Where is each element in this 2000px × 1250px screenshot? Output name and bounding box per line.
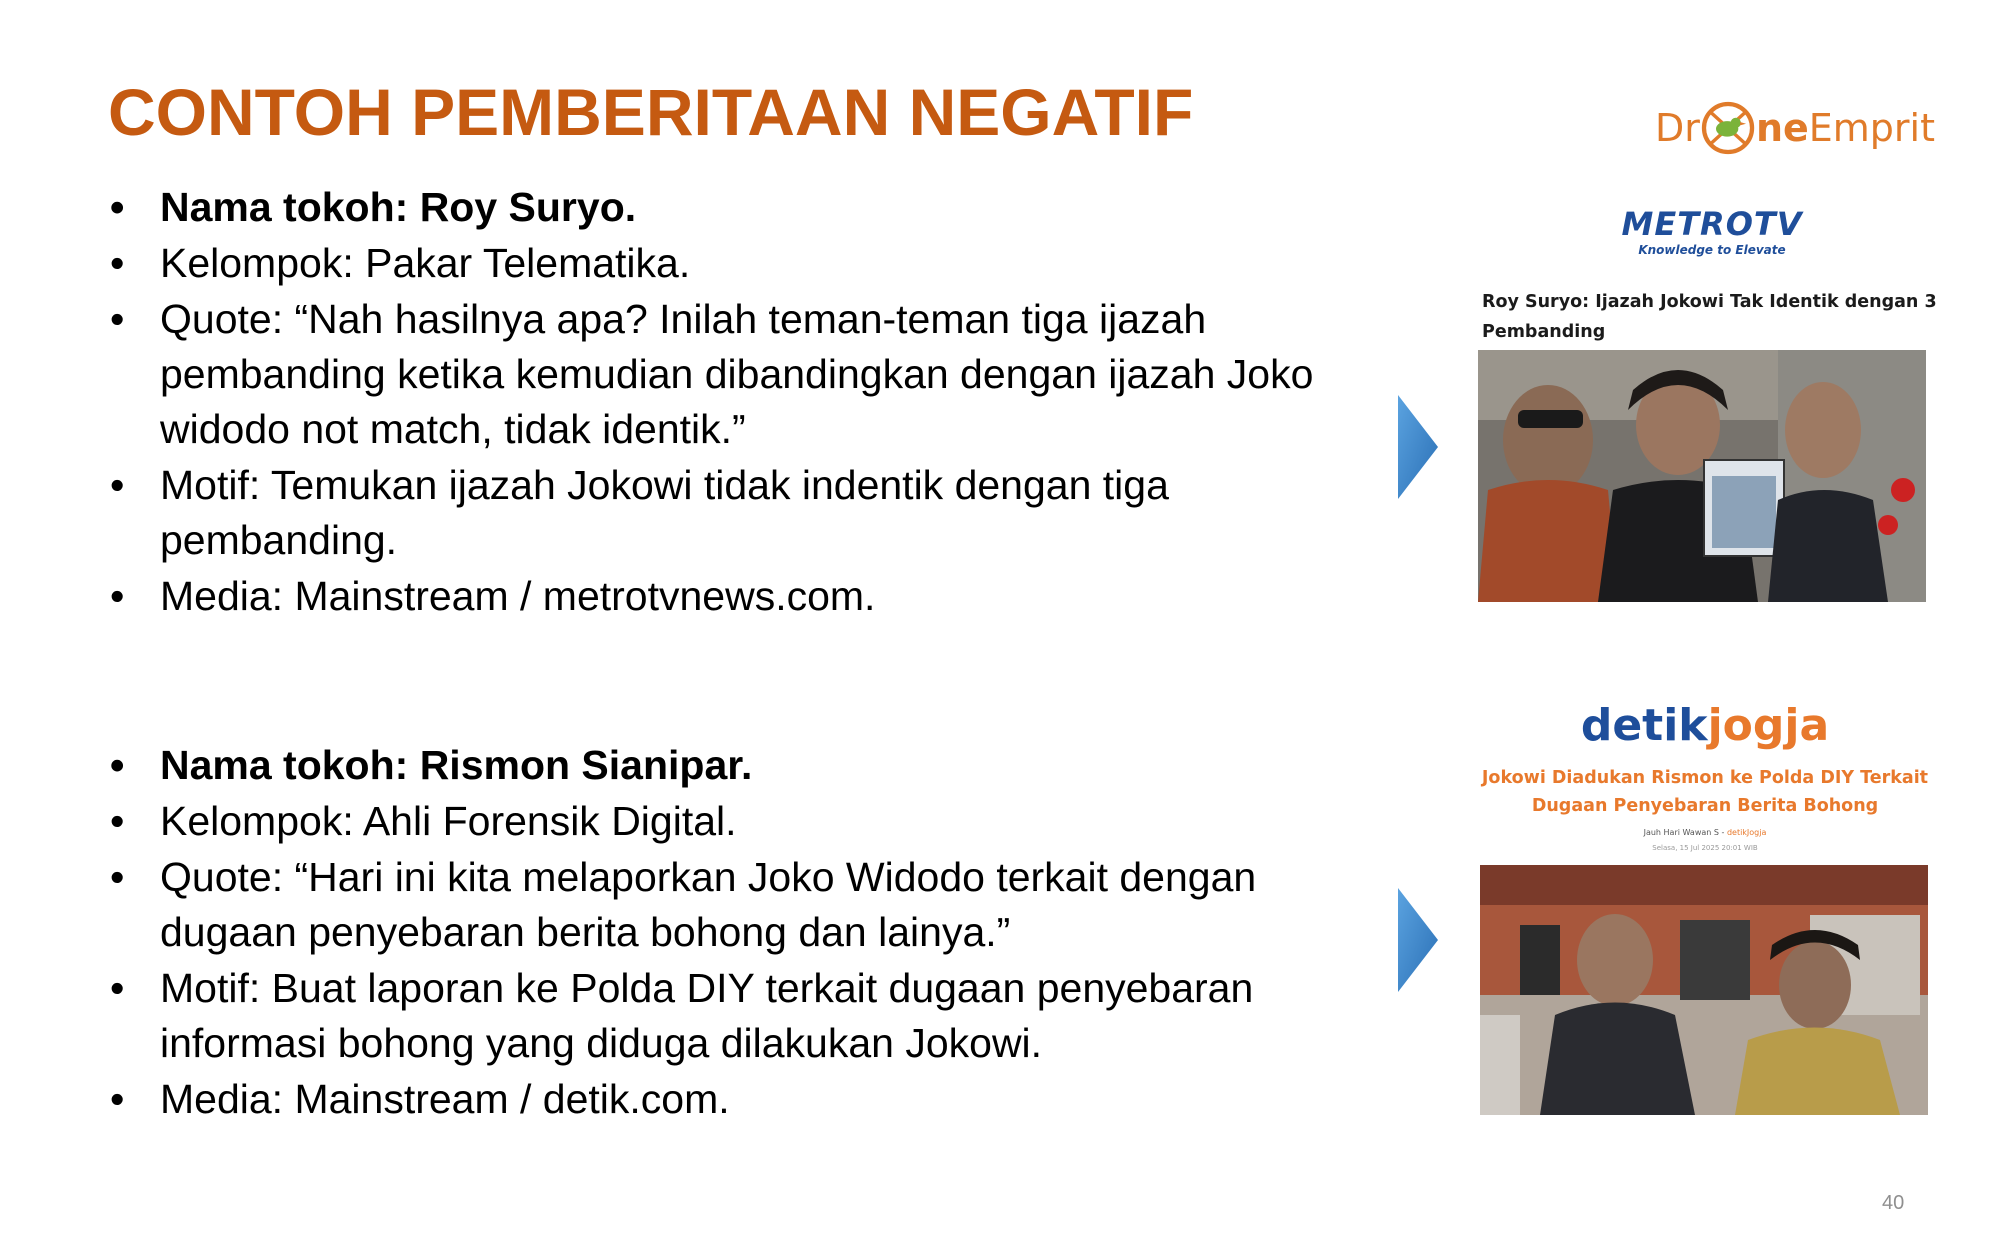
news-photo (1478, 350, 1926, 602)
metrotv-tagline: Knowledge to Elevate (1638, 243, 1786, 257)
byline-author: Jauh Hari Wawan S - (1643, 828, 1725, 837)
detik-logo-text: detik (1580, 700, 1708, 751)
bullet-motif: • Motif: Temukan ijazah Jokowi tidak indentik dengan tiga pembanding. (108, 458, 1388, 568)
news-byline (1470, 828, 1940, 837)
bullet-motif: • Motif: Buat laporan ke Polda DIY terkait dugaan penyebaran informasi bohong yang diduga dilakukan Jokowi. (108, 961, 1388, 1071)
news-headline: Roy Suryo: Ijazah Jokowi Tak Identik dengan 3 Pembanding (1482, 292, 1937, 342)
arrow-right-icon (1398, 395, 1438, 499)
metrotv-logo (1612, 205, 1812, 265)
bullet-quote: • Quote: “Nah hasilnya apa? Inilah teman-teman tiga ijazah pembanding ketika kemudian dibandingkan dengan ijazah Joko widodo not match, tidak identik.” (108, 292, 1388, 457)
page-number: 40 (1882, 1192, 1905, 1214)
metrotv-logo-text: METROTV (1621, 205, 1803, 243)
bullet-media: • Media: Mainstream / detik.com. (108, 1072, 1388, 1127)
news-date: Selasa, 15 Jul 2025 20:01 WIB (1652, 844, 1758, 852)
logo-text-ne: ne (1755, 106, 1809, 150)
detikjogja-logo (1470, 700, 1940, 751)
bullet-nama-tokoh: • Nama tokoh: Roy Suryo. (108, 180, 1388, 235)
news-headline: Jokowi Diadukan Rismon ke Polda DIY Terkait Dugaan Penyebaran Berita Bohong (1481, 768, 1929, 816)
bullet-nama-tokoh: • Nama tokoh: Rismon Sianipar. (108, 738, 1388, 793)
slide-title: CONTOH PEMBERITAAN NEGATIF (108, 75, 1194, 149)
news-card-detikjogja (1470, 690, 1940, 1115)
bullet-list-roy-suryo (108, 180, 1388, 625)
news-photo (1480, 865, 1928, 1115)
logo-text-emprit: Emprit (1808, 106, 1935, 150)
logo-text-dr: Dr (1655, 106, 1700, 150)
bullet-media: • Media: Mainstream / metrotvnews.com. (108, 569, 1388, 624)
drone-emprit-logo (1655, 88, 1935, 168)
bullet-kelompok: • Kelompok: Ahli Forensik Digital. (108, 794, 1388, 849)
byline-source: detikJogja (1726, 828, 1767, 837)
arrow-right-icon (1398, 888, 1438, 992)
news-card-metrotv (1470, 195, 1940, 605)
bullet-kelompok: • Kelompok: Pakar Telematika. (108, 236, 1388, 291)
drone-emprit-bird-icon (1698, 93, 1758, 163)
jogja-logo-text: jogja (1707, 700, 1830, 751)
bullet-list-rismon-sianipar (108, 738, 1388, 1128)
bullet-quote: • Quote: “Hari ini kita melaporkan Joko Widodo terkait dengan dugaan penyebaran berita bohong dan lainya.” (108, 850, 1388, 960)
